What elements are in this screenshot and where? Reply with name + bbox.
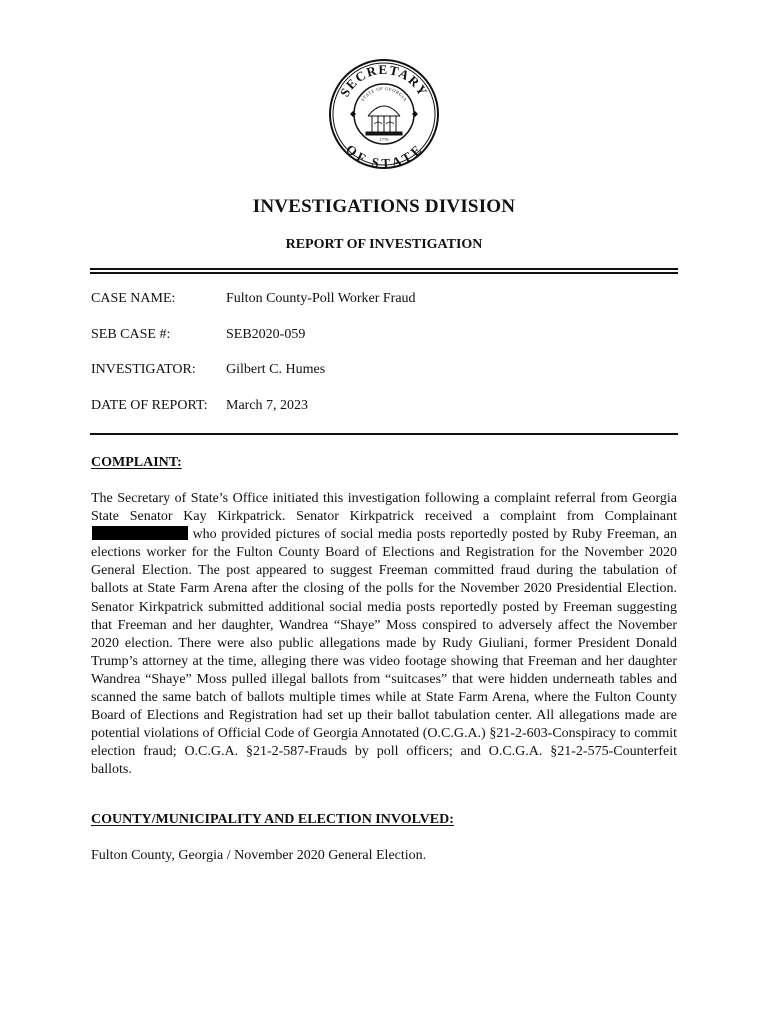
seal-inner-text: STATE OF GEORGIA bbox=[359, 85, 409, 103]
seal-year: 1776 bbox=[379, 137, 389, 142]
case-name-value: Fulton County-Poll Worker Fraud bbox=[226, 291, 416, 306]
redaction-block bbox=[92, 526, 188, 540]
seb-case-label: SEB CASE #: bbox=[91, 327, 171, 342]
svg-text:SECRETARY bbox=[337, 62, 431, 99]
investigator-label: INVESTIGATOR: bbox=[91, 362, 196, 377]
seal-arch-emblem bbox=[366, 106, 402, 135]
case-name-row bbox=[91, 291, 416, 307]
seal-top-text: SECRETARY bbox=[336, 61, 432, 100]
date-of-report-row bbox=[91, 398, 308, 414]
date-of-report-value: March 7, 2023 bbox=[226, 398, 309, 413]
secretary-of-state-seal bbox=[328, 58, 440, 170]
division-title: INVESTIGATIONS DIVISION bbox=[252, 196, 516, 217]
complaint-text-part1: The Secretary of State’s Office initiated this investigation following a complaint referral from Georgia State Senator Kay Kirkpatrick. Senator Kirkpatrick received a complaint from Complainant bbox=[91, 491, 677, 525]
complaint-heading: COMPLAINT: bbox=[91, 455, 182, 470]
fields-divider bbox=[90, 433, 678, 435]
seal-bottom-text: OF STATE bbox=[342, 141, 426, 170]
seb-case-row bbox=[91, 327, 305, 343]
county-election-heading: COUNTY/MUNICIPALITY AND ELECTION INVOLVED: bbox=[91, 812, 454, 827]
investigator-row bbox=[91, 362, 325, 378]
header-divider bbox=[90, 268, 678, 274]
case-name-label: CASE NAME: bbox=[91, 291, 176, 306]
date-of-report-label: DATE OF REPORT: bbox=[91, 398, 208, 413]
report-subtitle: REPORT OF INVESTIGATION bbox=[285, 237, 483, 252]
complaint-text-part2: who provided pictures of social media posts reportedly posted by Ruby Freeman, an elections worker for the Fulton County Board of Elections and Registration for the November 2020 General Election. The post appeared to suggest Freeman committed fraud during the tabulation of ballots at State Farm Arena after the closing of the polls for the November 2020 Presidential Election. Senator Kirkpatrick submitted additional social media posts reportedly posted by Freeman suggesting that Freeman and her daughter, Wandrea “Shaye” Moss conspired to adversely affect the November 2020 election. There were also public allegations made by Rudy Giuliani, former President Donald Trump’s attorney at the time, alleging there was video footage showing that Freeman and her daughter Wandrea “Shaye” Moss pulled illegal ballots from “suitcases” that were hidden underneath tables and scanned the same batch of ballots multiple times while at State Farm Arena, where the Fulton County Board of Elections and Registration had set up their ballot tabulation center. All allegations made are potential violations of Official Code of Georgia Annotated (O.C.G.A.) §21-2-603-Conspiracy to commit election fraud; O.C.G.A. §21-2-587-Frauds by poll officers; and O.C.G.A. §21-2-575-Counterfeit ballots. bbox=[91, 527, 677, 778]
complaint-paragraph bbox=[91, 490, 677, 780]
county-election-text: Fulton County, Georgia / November 2020 General Election. bbox=[91, 848, 427, 863]
seb-case-value: SEB2020-059 bbox=[226, 327, 306, 342]
investigator-value: Gilbert C. Humes bbox=[226, 362, 326, 377]
